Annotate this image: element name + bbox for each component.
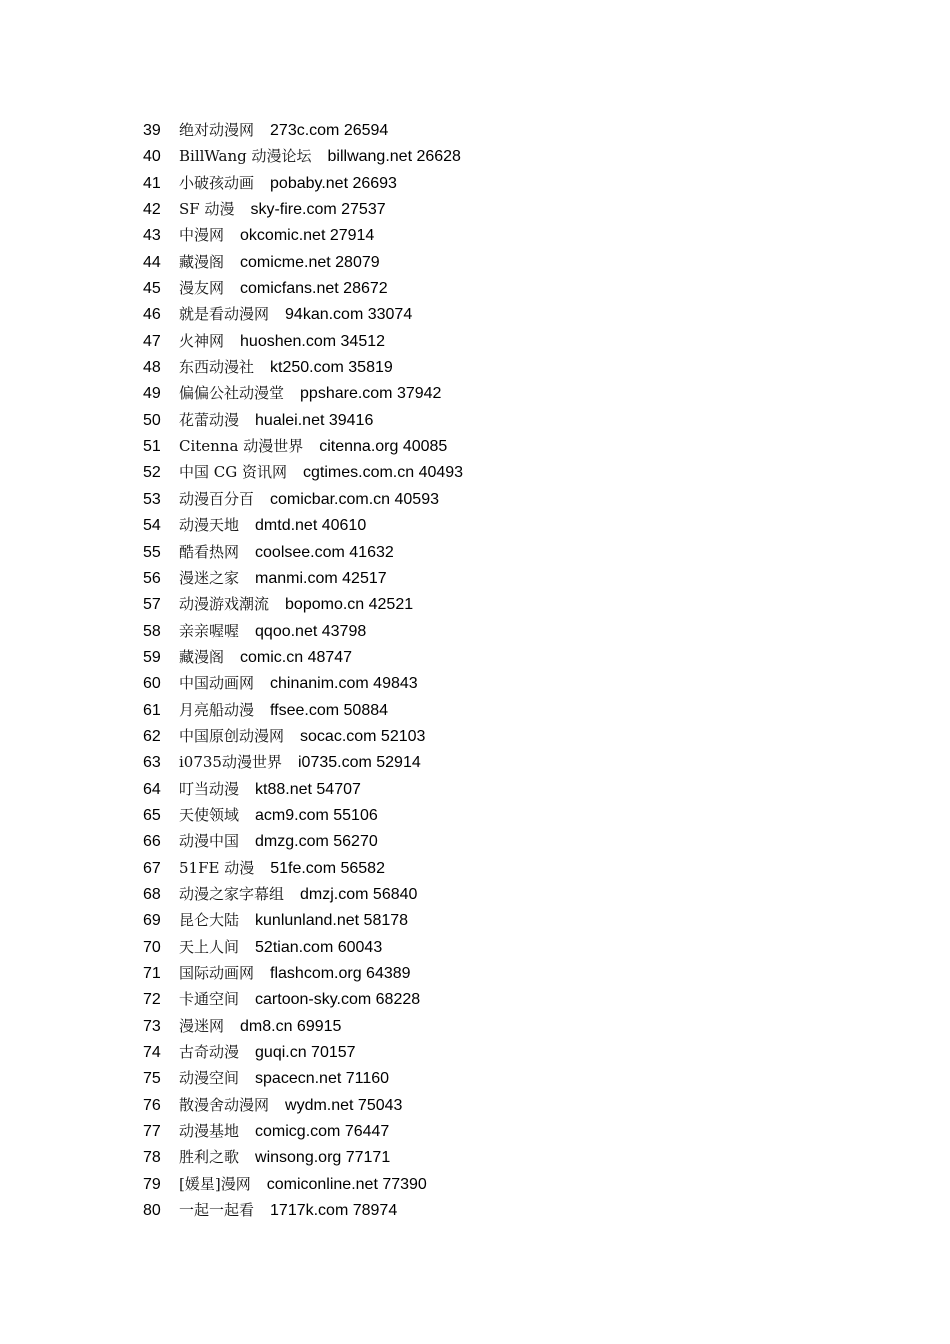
site-name: 卡通空间 bbox=[179, 990, 240, 1009]
rank-number: 51 bbox=[143, 438, 161, 456]
list-item bbox=[143, 960, 463, 986]
site-name: 酷看热网 bbox=[179, 542, 240, 561]
site-domain-rank: comicg.com 76447 bbox=[255, 1123, 390, 1141]
site-domain-rank: i0735.com 52914 bbox=[297, 754, 421, 772]
site-domain-rank: cartoon-sky.com 68228 bbox=[255, 991, 421, 1009]
site-name: 中国 CG 资讯网 bbox=[179, 463, 287, 482]
site-name: 小破孩动画 bbox=[179, 173, 255, 192]
list-item bbox=[143, 697, 463, 723]
list-item bbox=[143, 328, 463, 354]
site-name: 漫迷网 bbox=[179, 1016, 225, 1035]
site-name: 散漫舍动漫网 bbox=[179, 1095, 270, 1114]
site-domain-rank: 51fe.com 56582 bbox=[270, 859, 385, 877]
list-item bbox=[143, 539, 463, 565]
site-domain-rank: comicme.net 28079 bbox=[240, 253, 380, 271]
site-name: 叮当动漫 bbox=[179, 779, 240, 798]
site-domain-rank: okcomic.net 27914 bbox=[240, 227, 375, 245]
list-item bbox=[143, 275, 463, 301]
rank-number: 53 bbox=[143, 490, 161, 508]
rank-number: 62 bbox=[143, 727, 161, 745]
site-domain-rank: flashcom.org 64389 bbox=[270, 965, 411, 982]
site-name: Citenna 动漫世界 bbox=[179, 437, 304, 456]
list-item bbox=[143, 1013, 463, 1039]
list-item bbox=[143, 986, 463, 1012]
list-item bbox=[143, 1039, 463, 1065]
site-name: 胜利之歌 bbox=[179, 1148, 240, 1167]
list-item bbox=[143, 301, 463, 327]
site-name: 古奇动漫 bbox=[179, 1043, 240, 1062]
rank-number: 47 bbox=[143, 332, 161, 350]
site-name: 亲亲喔喔 bbox=[179, 621, 240, 640]
site-name: 天使领域 bbox=[179, 805, 240, 824]
site-name: 漫友网 bbox=[179, 279, 225, 298]
site-name: 一起一起看 bbox=[179, 1201, 255, 1220]
list-item bbox=[143, 1144, 463, 1170]
site-name: 动漫空间 bbox=[179, 1069, 240, 1088]
site-name: 藏漫阁 bbox=[179, 647, 225, 666]
site-name: 东西动漫社 bbox=[179, 358, 255, 377]
rank-number: 71 bbox=[143, 965, 161, 982]
site-domain-rank: huoshen.com 34512 bbox=[240, 332, 386, 350]
site-name: BillWang 动漫论坛 bbox=[179, 147, 312, 166]
list-item bbox=[143, 644, 463, 670]
rank-number: 75 bbox=[143, 1070, 161, 1088]
rank-number: 77 bbox=[143, 1123, 161, 1141]
rank-number: 59 bbox=[143, 648, 161, 666]
site-domain-rank: 273c.com 26594 bbox=[270, 122, 389, 139]
list-item bbox=[143, 407, 463, 433]
site-domain-rank: 52tian.com 60043 bbox=[255, 938, 383, 956]
rank-number: 72 bbox=[143, 991, 161, 1009]
rank-number: 55 bbox=[143, 543, 161, 561]
site-domain-rank: cgtimes.com.cn 40493 bbox=[303, 464, 464, 482]
rank-number: 49 bbox=[143, 385, 161, 403]
site-domain-rank: comiconline.net 77390 bbox=[266, 1175, 427, 1193]
list-item bbox=[143, 907, 463, 933]
rank-number: 66 bbox=[143, 833, 161, 851]
list-item bbox=[143, 1065, 463, 1091]
list-item bbox=[143, 222, 463, 248]
rank-number: 64 bbox=[143, 780, 161, 798]
list-item bbox=[143, 881, 463, 907]
site-domain-rank: coolsee.com 41632 bbox=[255, 543, 394, 561]
site-name: 中国动画网 bbox=[179, 674, 255, 693]
site-domain-rank: winsong.org 77171 bbox=[255, 1149, 391, 1167]
site-domain-rank: bopomo.cn 42521 bbox=[285, 596, 414, 614]
site-domain-rank: sky-fire.com 27537 bbox=[250, 201, 386, 219]
site-name: 51FE 动漫 bbox=[179, 858, 255, 877]
list-item bbox=[143, 486, 463, 512]
list-item bbox=[143, 1092, 463, 1118]
site-name: 天上人间 bbox=[179, 937, 240, 956]
site-name: i0735动漫世界 bbox=[179, 753, 282, 772]
rank-number: 80 bbox=[143, 1202, 161, 1220]
rank-number: 68 bbox=[143, 885, 161, 903]
rank-number: 40 bbox=[143, 148, 161, 166]
site-domain-rank: citenna.org 40085 bbox=[319, 438, 448, 456]
site-domain-rank: wydm.net 75043 bbox=[285, 1096, 403, 1114]
list-item bbox=[143, 354, 463, 380]
list-item bbox=[143, 776, 463, 802]
site-domain-rank: spacecn.net 71160 bbox=[255, 1070, 390, 1088]
rank-number: 69 bbox=[143, 912, 161, 930]
site-name: 漫迷之家 bbox=[179, 568, 240, 587]
site-name: 动漫中国 bbox=[179, 832, 240, 851]
site-name: 动漫游戏潮流 bbox=[179, 595, 270, 614]
site-name: SF 动漫 bbox=[179, 200, 235, 219]
rank-number: 52 bbox=[143, 464, 161, 482]
site-name: 藏漫阁 bbox=[179, 252, 225, 271]
rank-number: 61 bbox=[143, 701, 161, 719]
list-item bbox=[143, 855, 463, 881]
site-domain-rank: kt250.com 35819 bbox=[270, 359, 393, 377]
site-domain-rank: 94kan.com 33074 bbox=[285, 306, 413, 324]
site-domain-rank: kunlunland.net 58178 bbox=[255, 912, 409, 930]
rank-number: 63 bbox=[143, 754, 161, 772]
rank-number: 74 bbox=[143, 1044, 161, 1062]
site-name: 动漫基地 bbox=[179, 1122, 240, 1141]
site-name: 就是看动漫网 bbox=[179, 305, 270, 324]
site-name: 动漫百分百 bbox=[179, 489, 255, 508]
rank-number: 79 bbox=[143, 1175, 161, 1193]
list-item bbox=[143, 749, 463, 775]
list-item bbox=[143, 723, 463, 749]
list-item bbox=[143, 1171, 463, 1197]
site-domain-rank: guqi.cn 70157 bbox=[255, 1044, 356, 1062]
site-domain-rank: socac.com 52103 bbox=[300, 727, 426, 745]
rank-number: 70 bbox=[143, 938, 161, 956]
list-item bbox=[143, 934, 463, 960]
site-name: 花蕾动漫 bbox=[179, 410, 240, 429]
site-name: 偏偏公社动漫堂 bbox=[179, 384, 285, 403]
site-name: 动漫天地 bbox=[179, 516, 240, 535]
rank-number: 57 bbox=[143, 596, 161, 614]
list-item bbox=[143, 170, 463, 196]
list-item bbox=[143, 1197, 463, 1223]
rank-number: 54 bbox=[143, 517, 161, 535]
site-name: 动漫之家字幕组 bbox=[179, 884, 285, 903]
rank-number: 56 bbox=[143, 569, 161, 587]
rank-number: 76 bbox=[143, 1096, 161, 1114]
list-item bbox=[143, 196, 463, 222]
rank-number: 48 bbox=[143, 359, 161, 377]
rank-number: 43 bbox=[143, 227, 161, 245]
rank-number: 50 bbox=[143, 411, 161, 429]
site-domain-rank: ppshare.com 37942 bbox=[300, 385, 442, 403]
rank-number: 42 bbox=[143, 201, 161, 219]
site-domain-rank: ffsee.com 50884 bbox=[270, 701, 389, 719]
site-domain-rank: 1717k.com 78974 bbox=[270, 1202, 398, 1220]
site-name: 昆仑大陆 bbox=[179, 911, 240, 930]
list-item bbox=[143, 143, 463, 169]
site-name: 火神网 bbox=[179, 331, 225, 350]
site-name: 中漫网 bbox=[179, 226, 225, 245]
site-domain-rank: pobaby.net 26693 bbox=[270, 174, 397, 192]
site-domain-rank: qqoo.net 43798 bbox=[255, 622, 367, 640]
rank-number: 46 bbox=[143, 306, 161, 324]
site-domain-rank: manmi.com 42517 bbox=[255, 569, 387, 587]
site-name: 中国原创动漫网 bbox=[179, 726, 285, 745]
list-item bbox=[143, 117, 463, 143]
rank-number: 78 bbox=[143, 1149, 161, 1167]
site-domain-rank: dmtd.net 40610 bbox=[255, 517, 367, 535]
site-domain-rank: kt88.net 54707 bbox=[255, 780, 361, 798]
rank-number: 60 bbox=[143, 675, 161, 693]
rank-number: 44 bbox=[143, 253, 161, 271]
list-item bbox=[143, 459, 463, 485]
rank-number: 41 bbox=[143, 174, 161, 192]
list-item bbox=[143, 512, 463, 538]
list-item bbox=[143, 591, 463, 617]
site-ranking-list bbox=[143, 117, 463, 1223]
rank-number: 39 bbox=[143, 122, 161, 139]
site-domain-rank: comicbar.com.cn 40593 bbox=[270, 490, 439, 508]
rank-number: 73 bbox=[143, 1017, 161, 1035]
rank-number: 65 bbox=[143, 806, 161, 824]
site-name: 月亮船动漫 bbox=[179, 700, 255, 719]
site-domain-rank: dm8.cn 69915 bbox=[240, 1017, 342, 1035]
site-domain-rank: hualei.net 39416 bbox=[255, 411, 374, 429]
site-name: [媛星]漫网 bbox=[179, 1174, 251, 1193]
site-domain-rank: comicfans.net 28672 bbox=[240, 280, 388, 298]
site-name: 国际动画网 bbox=[179, 964, 255, 982]
list-item bbox=[143, 380, 463, 406]
list-item bbox=[143, 670, 463, 696]
list-item bbox=[143, 433, 463, 459]
site-domain-rank: dmzj.com 56840 bbox=[300, 885, 418, 903]
list-item bbox=[143, 1118, 463, 1144]
list-item bbox=[143, 565, 463, 591]
list-item bbox=[143, 618, 463, 644]
site-domain-rank: acm9.com 55106 bbox=[255, 806, 378, 824]
site-name: 绝对动漫网 bbox=[179, 121, 255, 139]
site-domain-rank: dmzg.com 56270 bbox=[255, 833, 378, 851]
rank-number: 67 bbox=[143, 859, 161, 877]
rank-number: 58 bbox=[143, 622, 161, 640]
list-item bbox=[143, 802, 463, 828]
list-item bbox=[143, 249, 463, 275]
list-item bbox=[143, 828, 463, 854]
site-domain-rank: comic.cn 48747 bbox=[240, 648, 353, 666]
rank-number: 45 bbox=[143, 280, 161, 298]
site-domain-rank: billwang.net 26628 bbox=[327, 148, 461, 166]
site-domain-rank: chinanim.com 49843 bbox=[270, 675, 418, 693]
